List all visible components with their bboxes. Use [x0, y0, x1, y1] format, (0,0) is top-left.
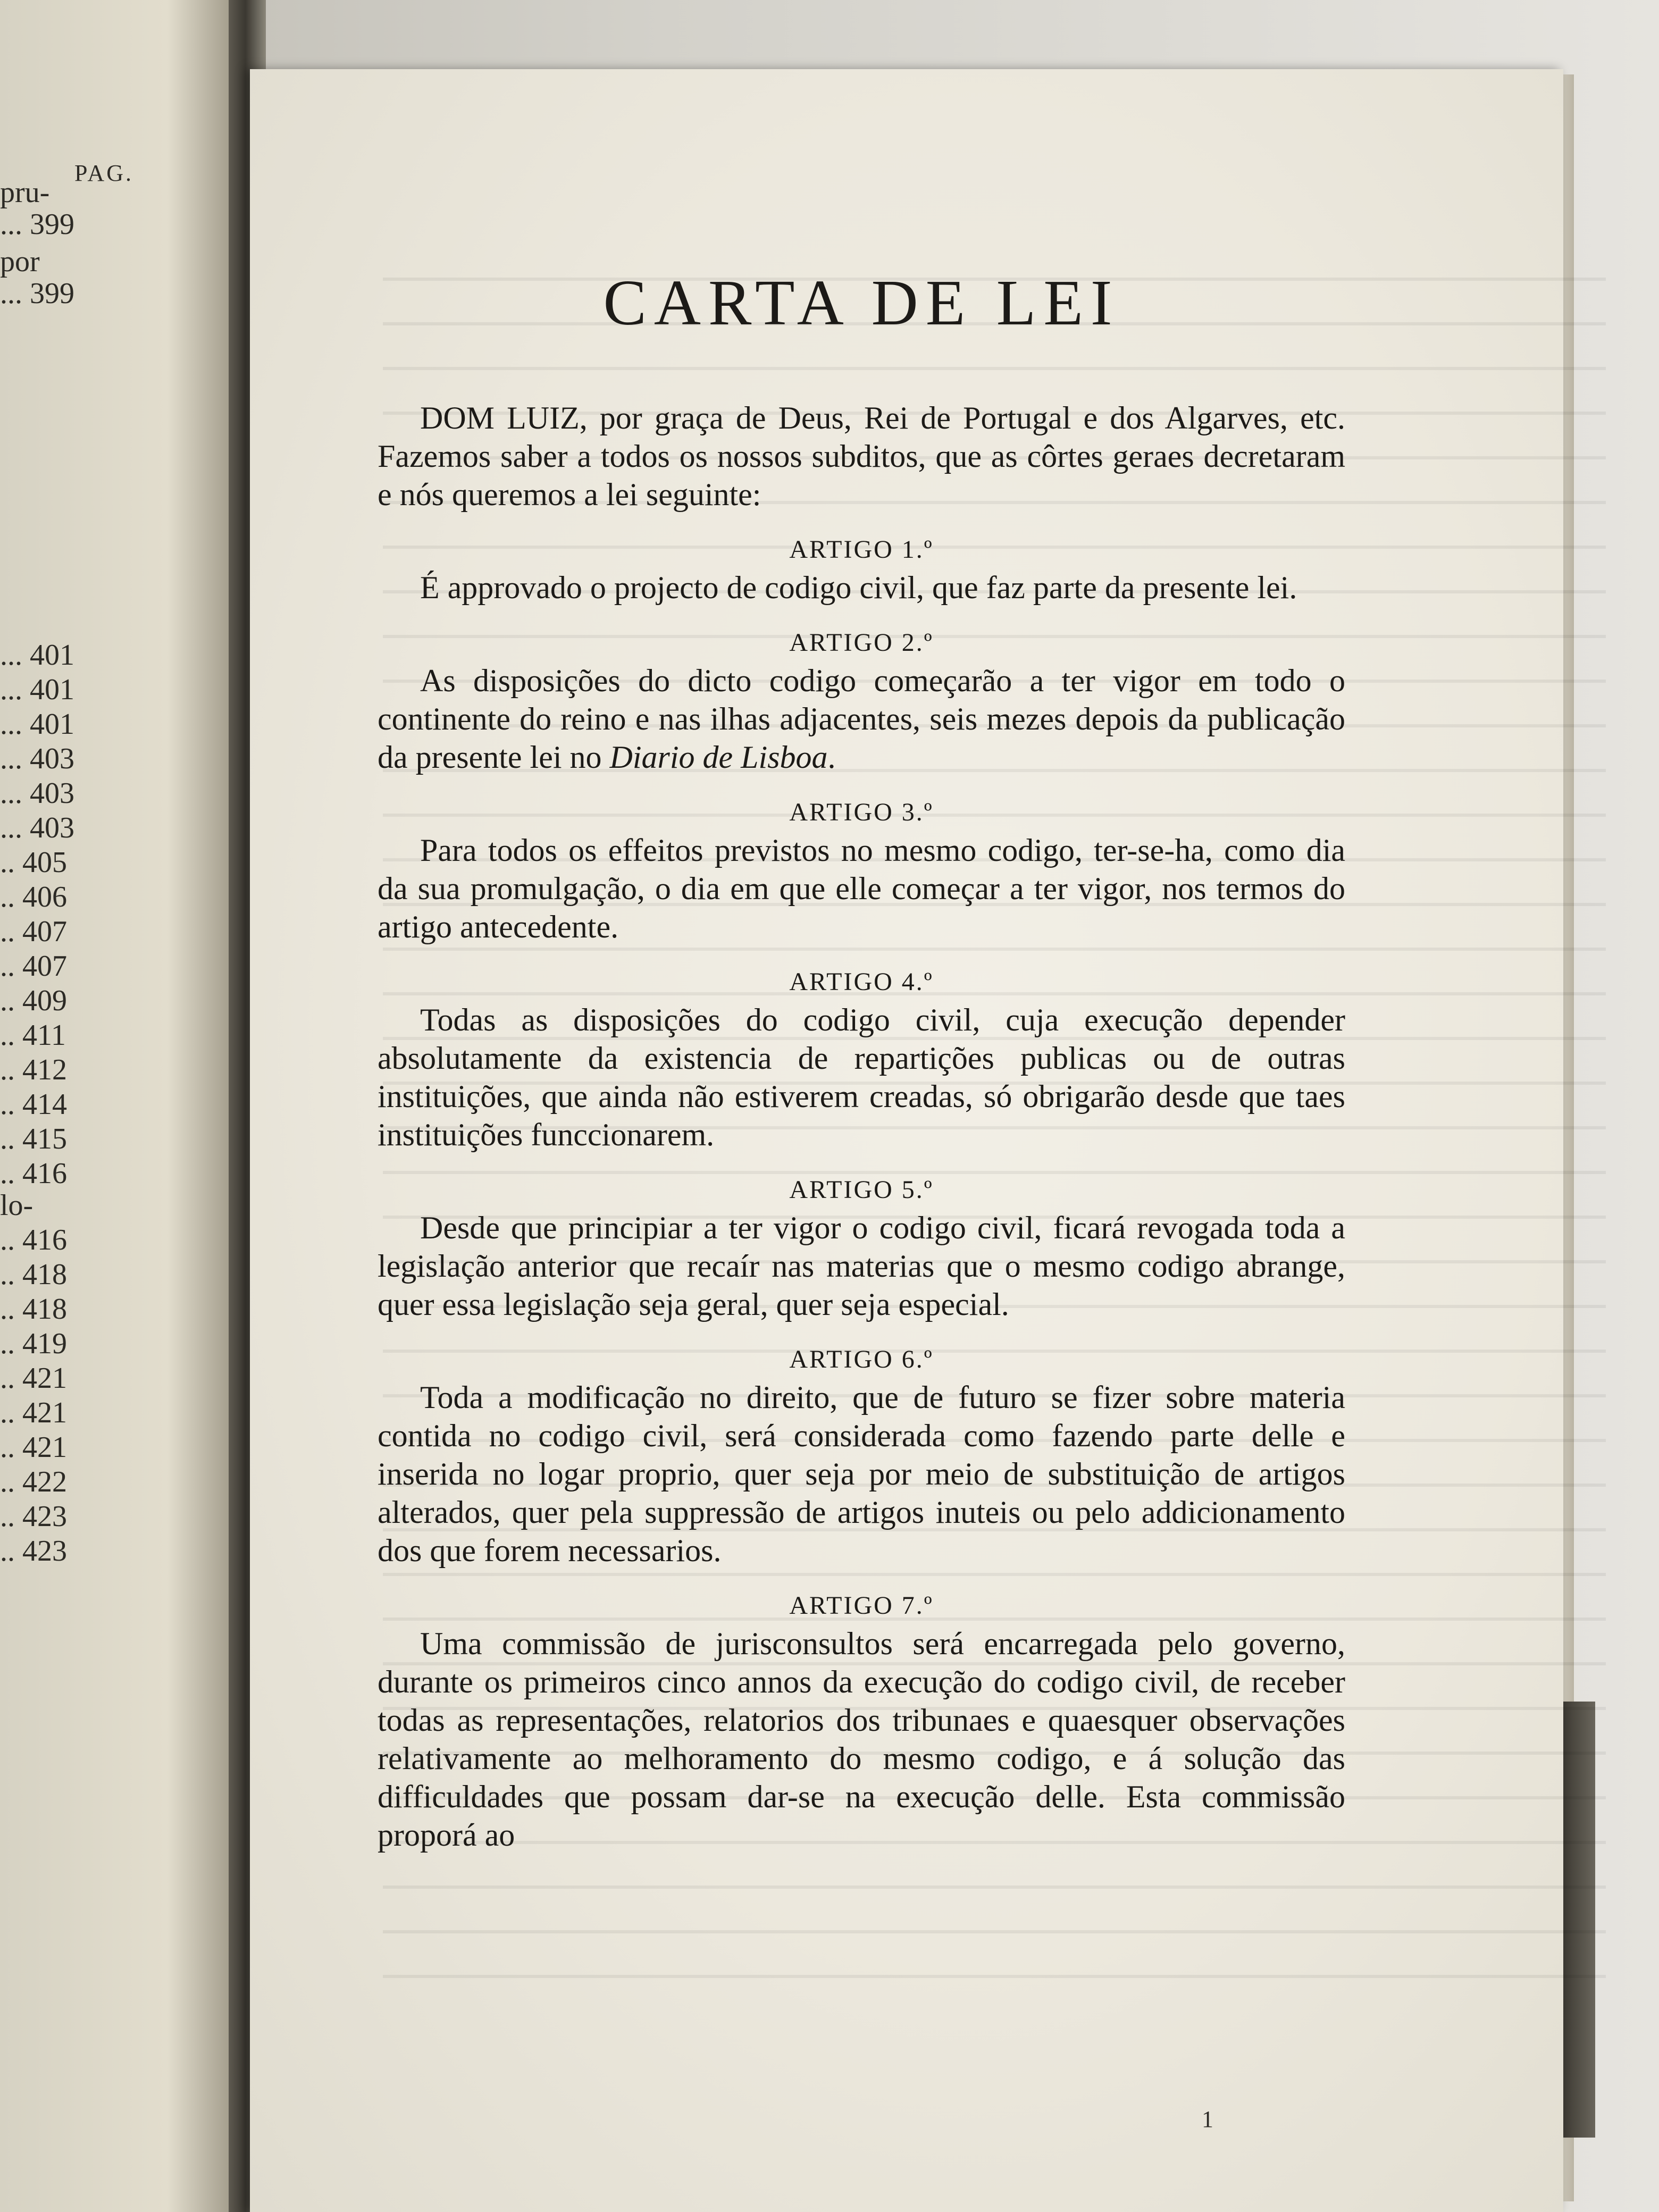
index-line: ... 401	[0, 708, 74, 741]
article-4-text: Todas as disposições do codigo civil, cuja execução depender absolutamente da existencia de repartições publicas ou de outras instituições, que ainda não estiverem creadas, só obrigarão desde que taes instituições funccionarem.	[378, 1002, 1345, 1152]
article-2-text-italic: Diario de Lisboa	[609, 740, 828, 775]
index-line: ... 399	[0, 277, 74, 310]
index-line: .. 407	[0, 950, 67, 983]
index-pag-header: PAG.	[74, 160, 133, 186]
index-line: pru-	[0, 176, 50, 209]
index-line: .. 421	[0, 1431, 67, 1464]
article-6-text: Toda a modificação no direito, que de futuro se fizer sobre materia contida no codigo civil, será considerada como fazendo parte delle e inserida no logar proprio, quer seja por meio de substituição de artigos alterados, quer pela suppressão de artigos inuteis ou pelo addicionamento dos que forem necessarios.	[378, 1380, 1345, 1568]
index-line: .. 416	[0, 1224, 67, 1256]
index-line: .. 407	[0, 915, 67, 948]
page-title: CARTA DE LEI	[603, 267, 1120, 339]
article-2-text	[378, 661, 1345, 776]
article-3-text: Para todos os effeitos previstos no mesmo codigo, ter-se-ha, como dia da sua promulgação, o dia em que elle começar a ter vigor, nos termos do artigo antecedente.	[378, 833, 1345, 944]
index-line: lo-	[0, 1189, 33, 1222]
index-line: .. 415	[0, 1122, 67, 1155]
index-line: .. 418	[0, 1258, 67, 1291]
main-text-block	[378, 266, 1345, 1854]
page-number: 1	[1202, 2106, 1213, 2132]
index-line: .. 416	[0, 1157, 67, 1190]
index-line: .. 419	[0, 1327, 67, 1360]
index-line: por	[0, 245, 40, 278]
intro-lead: DOM LUIZ	[420, 400, 580, 435]
article-2-text-main: As disposições do dicto codigo começarão a ter vigor em todo o continente do reino e nas ilhas adjacentes, seis mezes depois da publicação da presente lei no	[378, 663, 1345, 775]
index-line: .. 418	[0, 1293, 67, 1326]
index-line: .. 405	[0, 846, 67, 879]
article-1-heading: ARTIGO 1.º	[789, 535, 934, 564]
index-line: ... 403	[0, 811, 74, 844]
index-line: .. 412	[0, 1053, 67, 1086]
index-line: .. 423	[0, 1535, 67, 1568]
article-2-text-end: .	[827, 740, 836, 775]
index-line: ... 399	[0, 208, 74, 241]
index-line: .. 411	[0, 1019, 66, 1052]
index-line: .. 414	[0, 1088, 67, 1121]
index-line: .. 409	[0, 984, 67, 1017]
index-line: ... 401	[0, 639, 74, 672]
left-page-index	[0, 0, 239, 2212]
article-7-text: Uma commissão de jurisconsultos será encarregada pelo governo, durante os primeiros cinco annos da execução do codigo civil, de receber todas as representações, relatorios dos tribunaes e quaesquer observações relativamente ao melhoramento do mesmo codigo, e á solução das difficuldades que possam dar-se na execução delle. Esta commissão proporá ao	[378, 1626, 1345, 1853]
article-4-heading: ARTIGO 4.º	[789, 968, 934, 996]
index-line: .. 406	[0, 881, 67, 914]
article-1-text: É approvado o projecto de codigo civil, que faz parte da presente lei.	[420, 570, 1297, 605]
article-5-text: Desde que principiar a ter vigor o codigo civil, ficará revogada toda a legislação anterior que recaír nas materias que o mesmo codigo abrange, quer essa legislação seja geral, quer seja especial.	[378, 1210, 1345, 1322]
article-3-heading: ARTIGO 3.º	[789, 798, 934, 826]
intro-rest: , por graça de Deus, Rei de Portugal e dos Algarves, etc. Fazemos saber a todos os nossos subditos, que as côrtes geraes decretaram e nós queremos a lei seguinte:	[378, 400, 1345, 512]
article-6-heading: ARTIGO 6.º	[789, 1345, 934, 1373]
index-line: ... 403	[0, 742, 74, 775]
intro-paragraph	[378, 399, 1345, 514]
article-2-heading: ARTIGO 2.º	[789, 629, 934, 657]
index-line: .. 421	[0, 1396, 67, 1429]
article-5-heading: ARTIGO 5.º	[789, 1176, 934, 1204]
index-line: .. 423	[0, 1500, 67, 1533]
index-line: ... 401	[0, 673, 74, 706]
article-7-heading: ARTIGO 7.º	[789, 1591, 934, 1620]
index-line: .. 422	[0, 1465, 67, 1498]
index-line: ... 403	[0, 777, 74, 810]
index-line: .. 421	[0, 1362, 67, 1395]
